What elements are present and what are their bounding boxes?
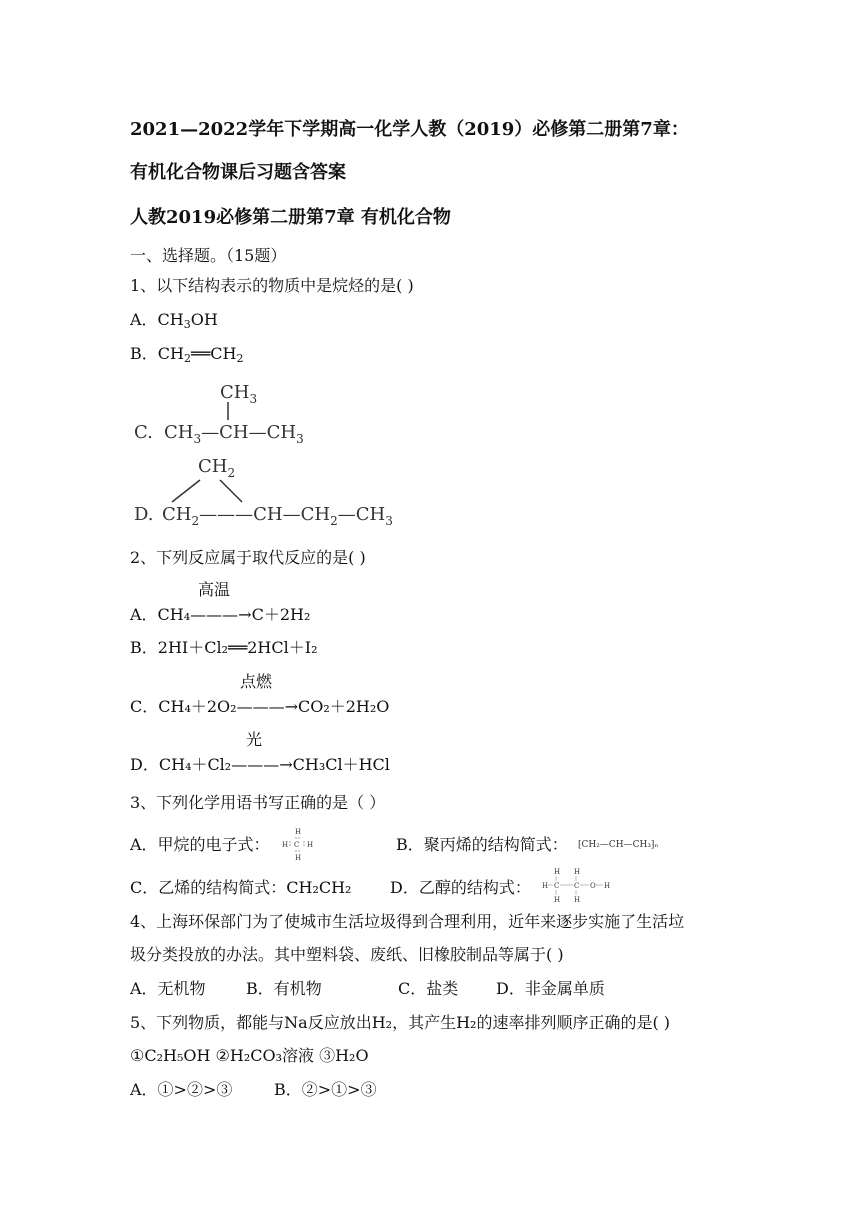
svg-text:H: H	[604, 882, 611, 890]
svg-text:H: H	[574, 896, 581, 904]
svg-text:C: C	[554, 882, 560, 890]
q2-condition-c: 点燃	[240, 672, 273, 691]
title-line-2: 有机化合物课后习题含答案	[130, 162, 346, 183]
q1-option-a: A．$CH_3OH$	[130, 310, 218, 331]
q4-option-a: A．无机物	[130, 979, 206, 998]
q5-items: ①C₂H₅OH ②H₂CO₃溶液 ③H₂O	[130, 1046, 369, 1065]
q3-polypropylene-formula-image	[578, 834, 674, 852]
svg-text:H: H	[295, 828, 302, 836]
q1-option-b: B．$CH_2══CH_2$	[130, 344, 244, 365]
q4-option-b: B．有机物	[246, 979, 322, 998]
q2-option-c: C．CH₄＋2O₂———→CO₂＋2H₂O	[130, 697, 390, 716]
svg-text:H: H	[554, 896, 561, 904]
q2-option-d: D．CH₄＋Cl₂———→CH₃Cl＋HCl	[130, 755, 390, 774]
q3-methane-electron-formula-image	[280, 826, 316, 862]
q2-condition-d: 光	[246, 730, 263, 749]
q5-stem: 5、下列物质，都能与Na反应放出H₂，其产生H₂的速率排列顺序正确的是( )	[130, 1013, 671, 1032]
svg-text:H: H	[282, 841, 289, 849]
q2-condition-a: 高温	[198, 580, 231, 599]
svg-text:⁅CH₂—CH—CH₃⁆ₙ: ⁅CH₂—CH—CH₃⁆ₙ	[578, 840, 659, 850]
q3-option-a: A．甲烷的电子式：	[130, 835, 270, 854]
q2-stem: 2、下列反应属于取代反应的是( )	[130, 548, 366, 567]
svg-text:C: C	[574, 882, 580, 890]
svg-text:C: C	[294, 841, 300, 849]
svg-text:H: H	[554, 868, 561, 876]
title-line-3: 人教2019必修第二册第7章 有机化合物	[130, 207, 451, 228]
q5-option-b: B．②>①>③	[274, 1080, 377, 1099]
q1-d-bond-left	[172, 480, 200, 502]
q3-stem: 3、下列化学用语书写正确的是（ ）	[130, 793, 386, 812]
q1-d-label: D.	[134, 504, 154, 525]
q1-c-top-group: $CH_3$	[220, 382, 258, 406]
q2-option-a: A．CH₄———→C＋2H₂	[130, 605, 311, 624]
q3-option-c: C．乙烯的结构简式：CH₂CH₂	[130, 878, 352, 897]
q3-option-d: D．乙醇的结构式：	[390, 878, 531, 897]
q5-option-a: A．①>②>③	[130, 1080, 233, 1099]
section-heading: 一、选择题。（15题）	[130, 246, 287, 265]
title-line-1: 2021—2022学年下学期高一化学人教（2019）必修第二册第7章：	[130, 119, 689, 140]
q1-stem: 1、以下结构表示的物质中是烷烃的是( )	[130, 276, 414, 295]
q1-option-c-structure	[132, 378, 332, 448]
svg-text:H: H	[574, 868, 581, 876]
q1-d-main-chain: $CH_2———CH—CH_2—CH_3$	[162, 504, 393, 528]
svg-text:H: H	[542, 882, 549, 890]
q1-c-label: C.	[134, 422, 153, 443]
q4-option-c: C．盐类	[398, 979, 459, 998]
svg-text:H: H	[295, 854, 302, 862]
q1-c-main-chain: $CH_3—CH—CH_3$	[164, 422, 304, 446]
q3-ethanol-structural-formula-image	[540, 866, 620, 906]
q4-option-d: D．非金属单质	[496, 979, 605, 998]
q4-line-2: 圾分类投放的办法。其中塑料袋、废纸、旧橡胶制品等属于( )	[130, 945, 564, 964]
svg-text:O: O	[590, 882, 596, 890]
svg-text:H: H	[307, 841, 314, 849]
q2-option-b: B．2HI＋Cl₂══2HCl＋I₂	[130, 638, 318, 657]
q3-option-b: B．聚丙烯的结构简式：	[396, 835, 568, 854]
q1-d-bond-right	[220, 480, 242, 502]
q1-option-d-structure	[132, 454, 393, 528]
q4-line-1: 4、上海环保部门为了使城市生活垃圾得到合理利用，近年来逐步实施了生活垃	[130, 912, 685, 931]
q1-d-top-group: $CH_2$	[198, 456, 236, 480]
